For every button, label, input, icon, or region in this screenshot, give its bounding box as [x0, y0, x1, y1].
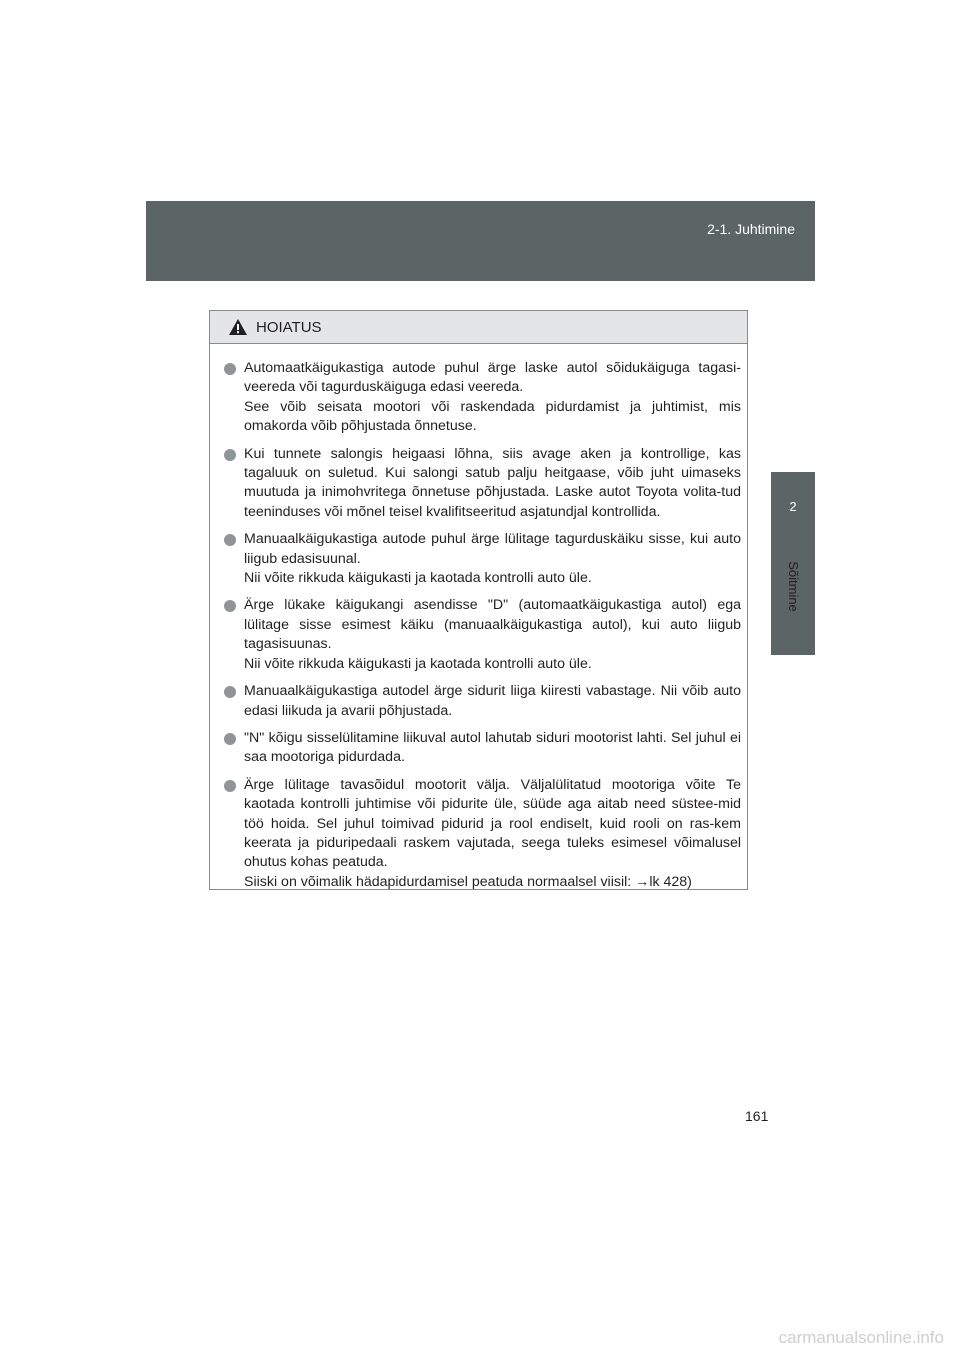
- header-bar: [146, 201, 815, 281]
- warning-header: [210, 311, 747, 344]
- warning-text: Ärge lükake käigukangi asendisse "D" (automaatkäigukastiga autol) ega lülitage sisse esimest käiku (manuaalkäigukastiga autol), kui auto liigub tagasisuunas.: [244, 597, 741, 653]
- warning-list: [210, 344, 747, 892]
- warning-item: [224, 776, 741, 892]
- bullet-icon: [224, 363, 236, 375]
- warning-text: "N" kõigu sisselülitamine liikuval autol lahutab siduri mootorist lahti. Sel juhul ei saa mootoriga pidurdada.: [244, 729, 741, 766]
- warning-triangle-icon: [228, 318, 248, 336]
- bullet-icon: [224, 534, 236, 546]
- warning-text: Manuaalkäigukastiga autodel ärge sidurit liiga kiiresti vabastage. Nii võib auto edasi liikuda ja avarii põhjustada.: [244, 683, 741, 719]
- warning-title: HOIATUS: [256, 318, 322, 336]
- warning-text: Kui tunnete salongis heigaasi lõhna, siis avage aken ja kontrollige, kas tagaluuk on suletud. Kui salongi satub palju heitgaase, võib juht uimaseks muutuda ja inimohvritega õnnetuse põhjustada. Laske autot Toyota volita-tud teeninduses või mõnel teisel kvalifitseeritud asjatundjal kontrollida.: [244, 445, 741, 520]
- chapter-number: 2: [789, 499, 797, 514]
- bullet-icon: [224, 600, 236, 612]
- chapter-title-container: [771, 548, 815, 624]
- warning-text: Ärge lülitage tavasõidul mootorit välja. Väljalülitatud mootoriga võite Te kaotada kontrolli juhtimise või pidurite üle, süüde aga aitab need süstee-mid töö hoida. Sel juhul toimivad pidurid ja rool endiselt, kuid rooli on ras-kem keerata ja piduripedaali raskem vajutada, seega tuleks esimesel võimalusel ohutus kohas peatuda.: [244, 776, 741, 871]
- warning-text: Nii võite rikkuda käigukasti ja kaotada kontrolli auto üle.: [244, 655, 592, 672]
- page-number: 161: [745, 1108, 769, 1124]
- warning-text: Manuaalkäigukastiga autode puhul ärge lülitage tagurduskäiku sisse, kui auto liigub edasisuunal.: [244, 531, 741, 567]
- warning-item: [224, 729, 741, 768]
- warning-text: Siiski on võimalik hädapidurdamisel peatuda normaalsel viisil: →lk 428): [244, 873, 692, 890]
- warning-item: [224, 445, 741, 523]
- bullet-icon: [224, 449, 236, 461]
- section-label: 2-1. Juhtimine: [707, 221, 795, 237]
- warning-box: [209, 310, 748, 890]
- warning-item: [224, 682, 741, 721]
- bullet-icon: [224, 686, 236, 698]
- warning-item: [224, 530, 741, 588]
- warning-item: [224, 359, 741, 437]
- bullet-icon: [224, 733, 236, 745]
- bullet-icon: [224, 780, 236, 792]
- warning-text: Automaatkäigukastiga autode puhul ärge laske autol sõidukäiguga tagasi-veereda või tagurduskäiguga edasi veereda.: [244, 360, 741, 396]
- chapter-title: Sõitmine: [785, 560, 801, 612]
- warning-item: [224, 596, 741, 674]
- warning-text: See võib seisata mootori või raskendada pidurdamist ja juhtimist, mis omakorda võib põhjustada õnnetuse.: [244, 398, 741, 435]
- warning-text: Nii võite rikkuda käigukasti ja kaotada kontrolli auto üle.: [244, 570, 592, 587]
- watermark: carmanualsonline.info: [778, 1328, 944, 1347]
